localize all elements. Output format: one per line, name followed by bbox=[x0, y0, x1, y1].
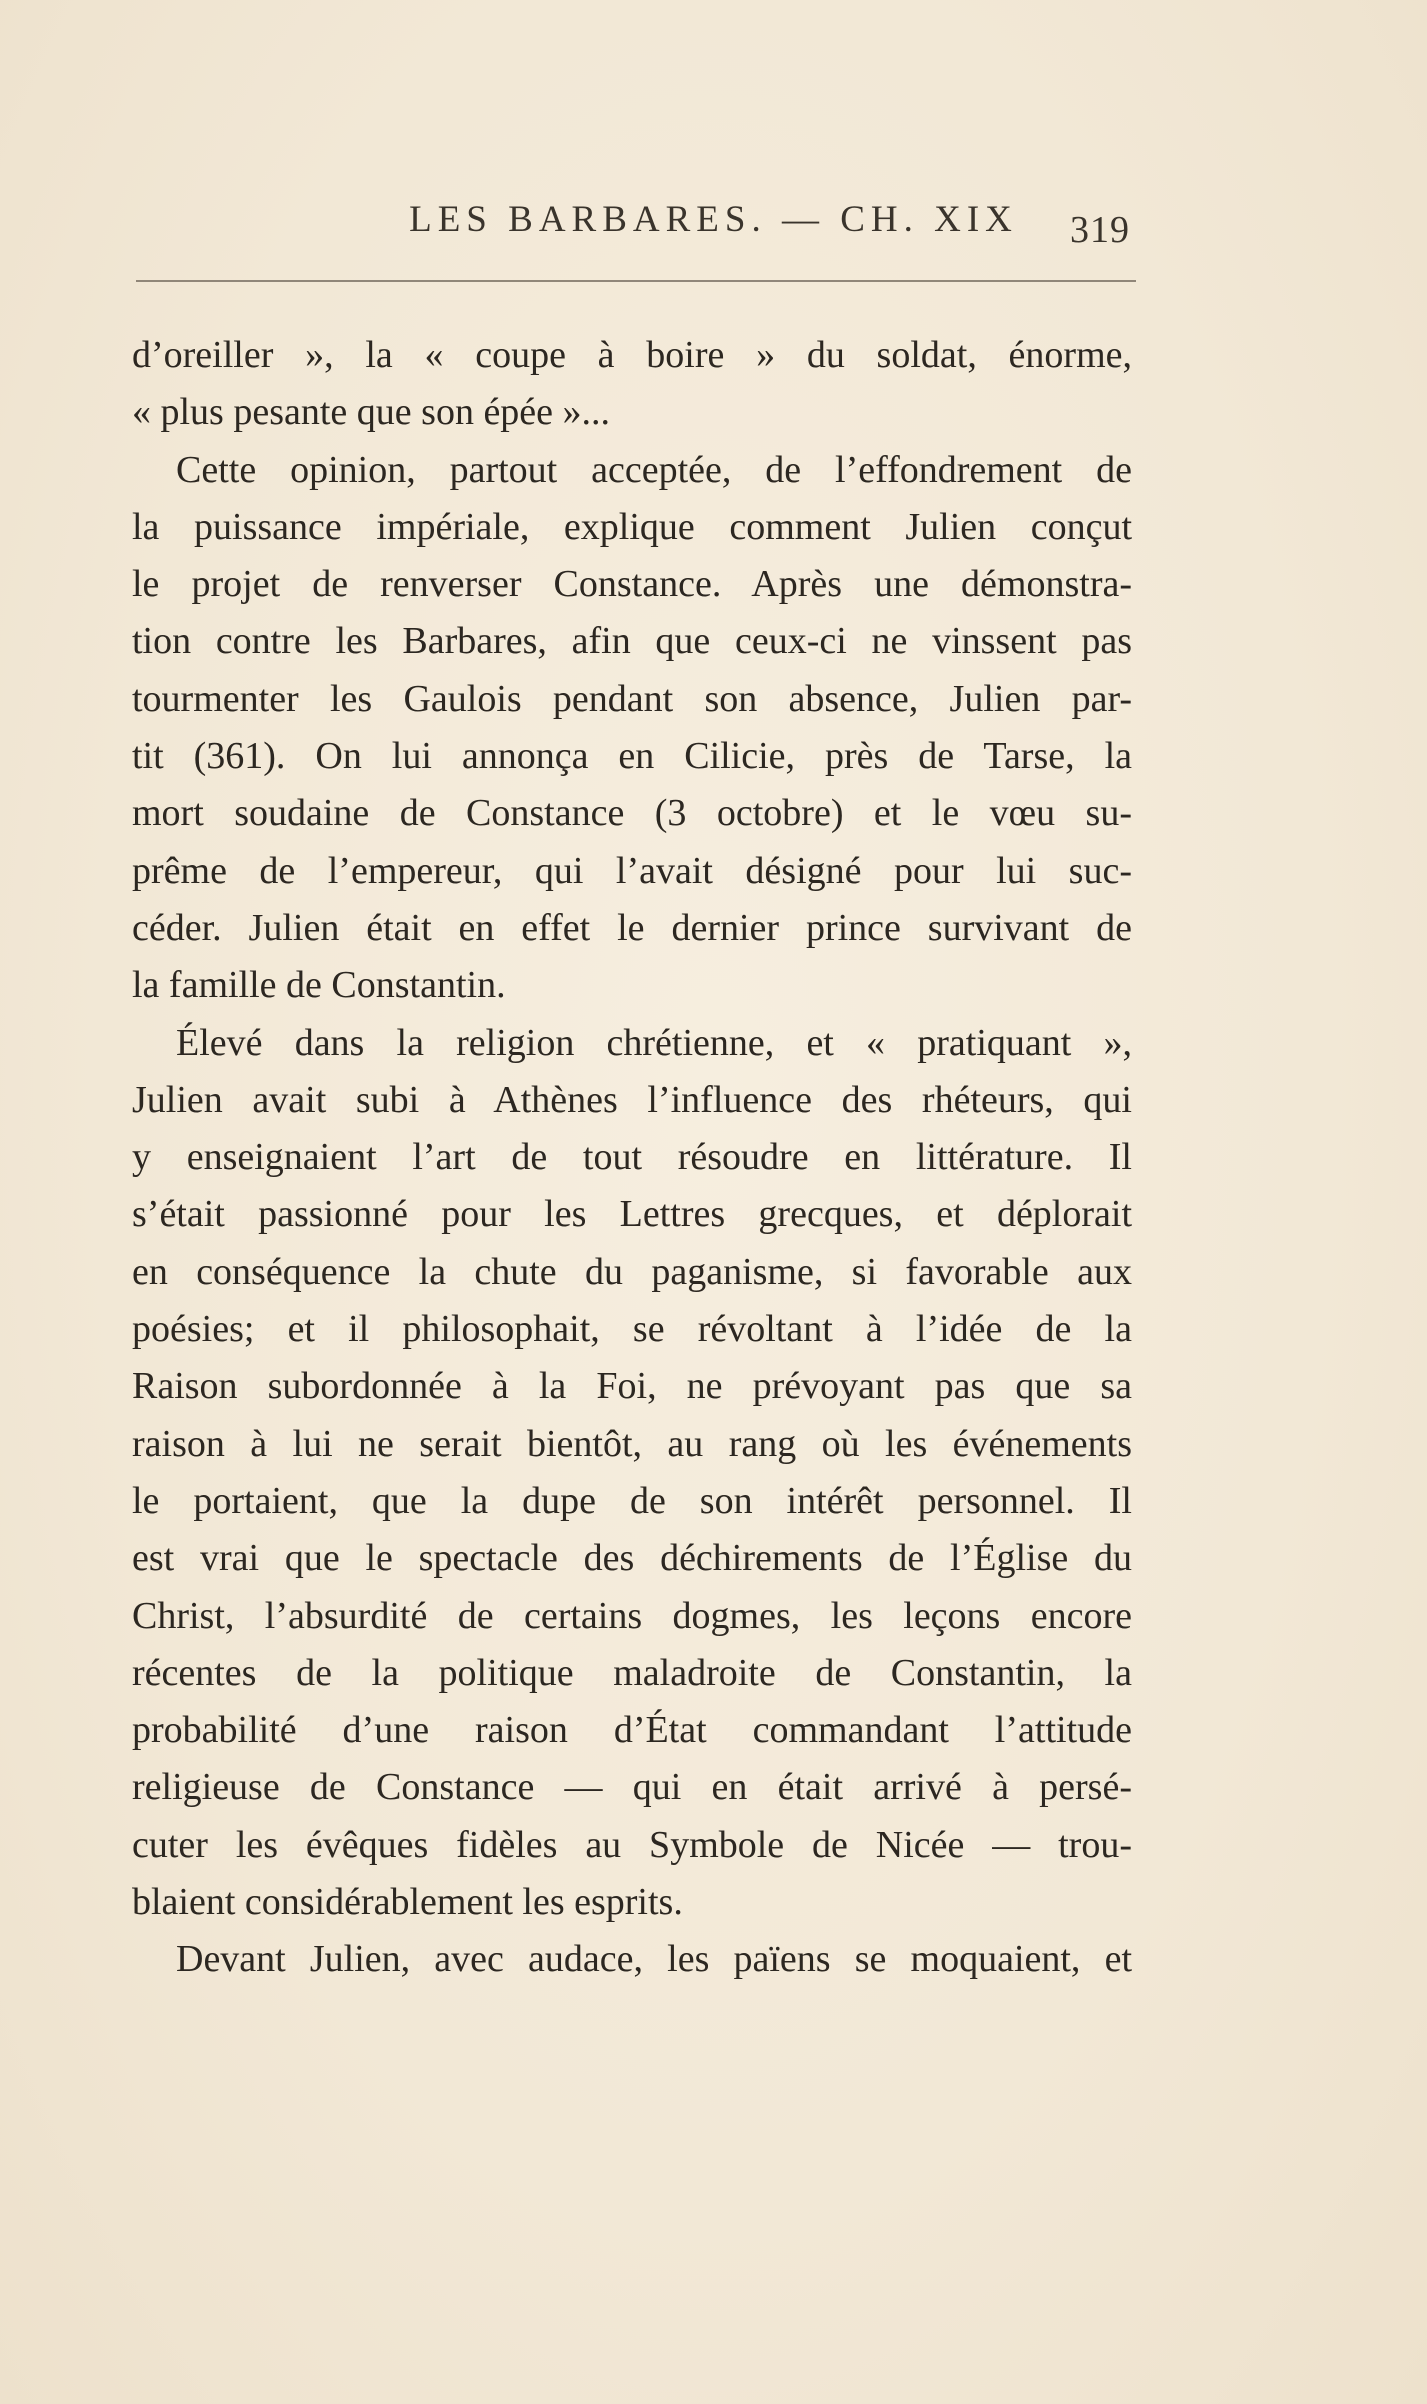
text-line: la puissance impériale, explique comment Julien conçut bbox=[132, 505, 1132, 548]
text-line: en conséquence la chute du paganisme, si favorable aux bbox=[132, 1250, 1132, 1293]
page-number: 319 bbox=[1070, 209, 1130, 251]
text-line: le portaient, que la dupe de son intérêt personnel. Il bbox=[132, 1479, 1132, 1522]
header-rule bbox=[136, 280, 1136, 282]
text-line: Devant Julien, avec audace, les païens se moquaient, et bbox=[176, 1938, 1132, 1981]
text-line: la famille de Constantin. bbox=[132, 964, 506, 1007]
text-line: Élevé dans la religion chrétienne, et « pratiquant », bbox=[176, 1021, 1132, 1064]
text-line: « plus pesante que son épée »... bbox=[132, 391, 611, 434]
text-line: Christ, l’absurdité de certains dogmes, les leçons encore bbox=[132, 1594, 1132, 1637]
text-line: mort soudaine de Constance (3 octobre) et le vœu su- bbox=[132, 792, 1132, 835]
text-line: probabilité d’une raison d’État commandant l’attitude bbox=[132, 1709, 1132, 1752]
text-line: le projet de renverser Constance. Après une démonstra- bbox=[132, 563, 1132, 606]
text-line: tit (361). On lui annonça en Cilicie, près de Tarse, la bbox=[132, 735, 1132, 778]
text-line: récentes de la politique maladroite de Constantin, la bbox=[132, 1651, 1132, 1694]
text-line: tion contre les Barbares, afin que ceux-ci ne vinssent pas bbox=[132, 620, 1132, 663]
running-head bbox=[0, 198, 1427, 258]
text-line: d’oreiller », la « coupe à boire » du soldat, énorme, bbox=[132, 334, 1132, 376]
text-line: raison à lui ne serait bientôt, au rang où les événements bbox=[132, 1422, 1132, 1465]
text-line: céder. Julien était en effet le dernier prince survivant de bbox=[132, 906, 1132, 949]
text-line: blaient considérablement les esprits. bbox=[132, 1881, 683, 1924]
text-line: Julien avait subi à Athènes l’influence des rhéteurs, qui bbox=[132, 1078, 1132, 1121]
text-line: cuter les évêques fidèles au Symbole de Nicée — trou- bbox=[132, 1823, 1132, 1866]
text-line: Cette opinion, partout acceptée, de l’effondrement de bbox=[176, 448, 1132, 491]
text-line: est vrai que le spectacle des déchirements de l’Église du bbox=[132, 1537, 1132, 1580]
text-line: s’était passionné pour les Lettres grecques, et déplorait bbox=[132, 1193, 1132, 1236]
text-line: poésies; et il philosophait, se révoltant à l’idée de la bbox=[132, 1308, 1132, 1351]
body-text bbox=[132, 327, 1132, 1989]
text-line: tourmenter les Gaulois pendant son absence, Julien par- bbox=[132, 677, 1132, 720]
text-line: religieuse de Constance — qui en était arrivé à persé- bbox=[132, 1766, 1132, 1809]
text-line: Raison subordonnée à la Foi, ne prévoyant pas que sa bbox=[132, 1365, 1132, 1408]
text-line: y enseignaient l’art de tout résoudre en littérature. Il bbox=[132, 1136, 1132, 1179]
text-line: prême de l’empereur, qui l’avait désigné pour lui suc- bbox=[132, 849, 1132, 892]
running-title: LES BARBARES. — CH. XIX bbox=[409, 199, 1018, 240]
